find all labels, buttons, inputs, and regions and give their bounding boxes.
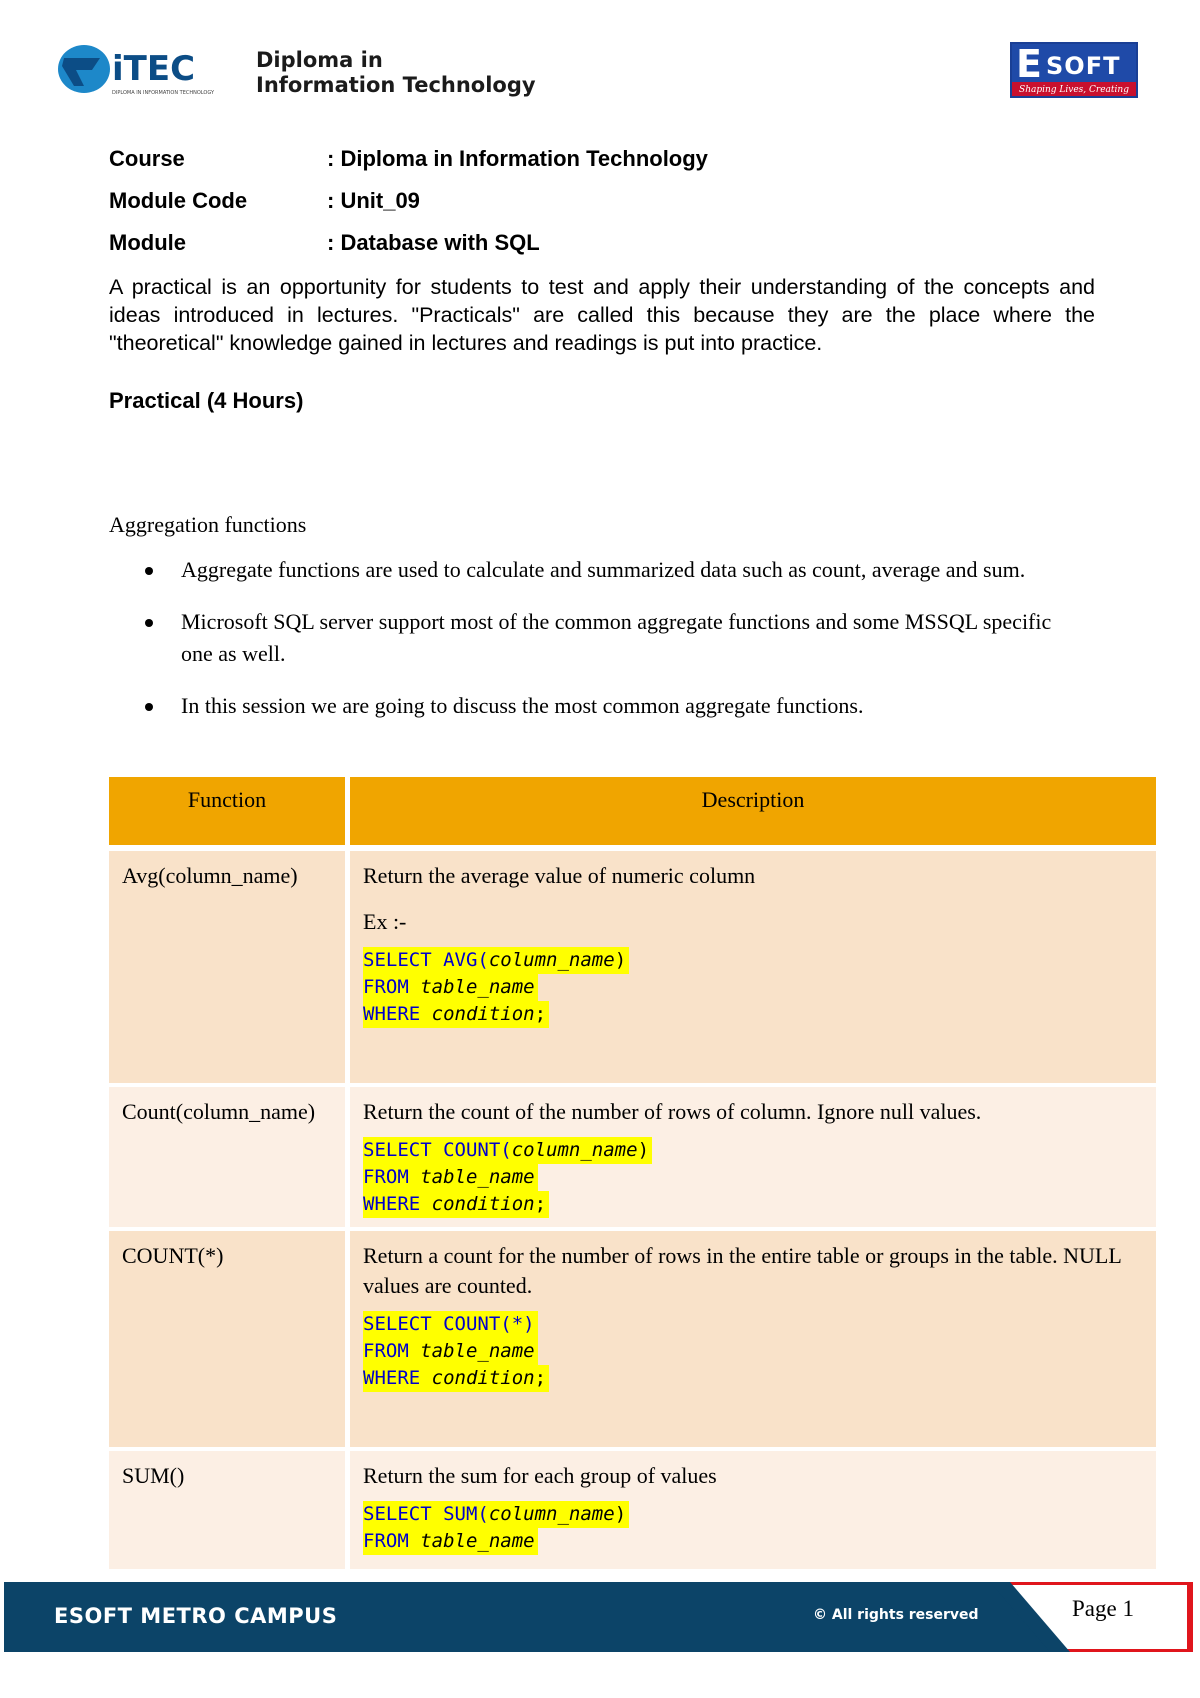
module-code-label: Module Code: [109, 188, 248, 213]
bullet-icon: [145, 619, 153, 627]
ditec-logo: [56, 40, 232, 98]
esoft-tagline: Shaping Lives, Creating Futures: [1019, 85, 1129, 109]
table-header-description: Description: [350, 777, 1156, 845]
section-title: Aggregation functions: [109, 512, 307, 537]
list-item-text: In this session we are going to discuss the most common aggregate functions.: [181, 693, 864, 718]
sql-line: SELECT SUM(column_name): [363, 1501, 629, 1528]
list-item-text: Aggregate functions are used to calculate and summarized data such as count, average and sum.: [181, 557, 1026, 582]
practical-heading: Practical (4 Hours): [109, 388, 304, 413]
description-text: Return the average value of numeric column: [363, 863, 756, 888]
sql-code: [363, 947, 1143, 1028]
esoft-logo-soft: SOFT: [1046, 52, 1121, 80]
program-title-line1: Diploma in: [256, 48, 383, 72]
example-label: Ex :-: [363, 909, 407, 934]
esoft-logo-e: E: [1016, 42, 1042, 86]
table-cell-function: COUNT(*): [109, 1231, 345, 1447]
table-cell-function: Count(column_name): [109, 1087, 345, 1227]
list-item-text: Microsoft SQL server support most of the common aggregate functions and some MSSQL specific one as well.: [181, 609, 1052, 666]
module-value: : Database with SQL: [327, 230, 540, 255]
table-cell-function: SUM(): [109, 1451, 345, 1569]
bullet-icon: [145, 703, 153, 711]
sql-line: SELECT COUNT(*): [363, 1311, 538, 1338]
svg-text:DIPLOMA IN INFORMATION TECHNOL: DIPLOMA IN INFORMATION TECHNOLOGY: [112, 90, 215, 96]
table-header-function: Function: [109, 777, 345, 845]
sql-line: SELECT COUNT(column_name): [363, 1137, 652, 1164]
sql-line: WHERE condition;: [363, 1001, 549, 1028]
list-item: [109, 554, 1069, 586]
sql-line: FROM table_name: [363, 974, 538, 1001]
sql-code: [363, 1137, 1143, 1218]
description-text: Return the sum for each group of values: [363, 1463, 717, 1488]
table-cell-description: [350, 1451, 1156, 1569]
program-title: [256, 48, 536, 98]
table-cell-description: [350, 1087, 1156, 1227]
description-text: Return the count of the number of rows of column. Ignore null values.: [363, 1099, 982, 1124]
sql-code: [363, 1311, 1143, 1392]
table-cell-function: Avg(column_name): [109, 851, 345, 1083]
sql-line: FROM table_name: [363, 1528, 538, 1555]
module-code-value: : Unit_09: [327, 188, 420, 213]
svg-text:iTEC: iTEC: [112, 49, 196, 89]
table-cell-description: [350, 851, 1156, 1083]
esoft-logo: [1010, 42, 1138, 109]
list-item: [109, 606, 1069, 670]
course-label: Course: [109, 146, 185, 171]
sql-line: FROM table_name: [363, 1164, 538, 1191]
sql-line: FROM table_name: [363, 1338, 538, 1365]
description-text: Return a count for the number of rows in the entire table or groups in the table. NULL values are counted.: [363, 1243, 1121, 1298]
footer-rights: © All rights reserved: [813, 1607, 979, 1623]
sql-line: WHERE condition;: [363, 1191, 549, 1218]
sql-code: [363, 1501, 1143, 1555]
sql-line: SELECT AVG(column_name): [363, 947, 629, 974]
page-header: [0, 0, 1200, 120]
course-value: : Diploma in Information Technology: [327, 146, 708, 171]
intro-paragraph: A practical is an opportunity for students to test and apply their understanding of the concepts and ideas introduced in lectures. "Practicals" are called this because they are the place where the "theoretical" knowledge gained in lectures and readings is put into practice.: [109, 275, 1095, 355]
bullet-list: [109, 554, 1069, 742]
program-title-line2: Information Technology: [256, 73, 536, 97]
footer-campus: ESOFT METRO CAMPUS: [54, 1604, 338, 1628]
sql-line: WHERE condition;: [363, 1365, 549, 1392]
bullet-icon: [145, 567, 153, 575]
module-label: Module: [109, 230, 186, 255]
table-cell-description: [350, 1231, 1156, 1447]
page-footer: [0, 1582, 1200, 1652]
page-number: Page 1: [1072, 1596, 1134, 1621]
list-item: [109, 690, 1069, 722]
